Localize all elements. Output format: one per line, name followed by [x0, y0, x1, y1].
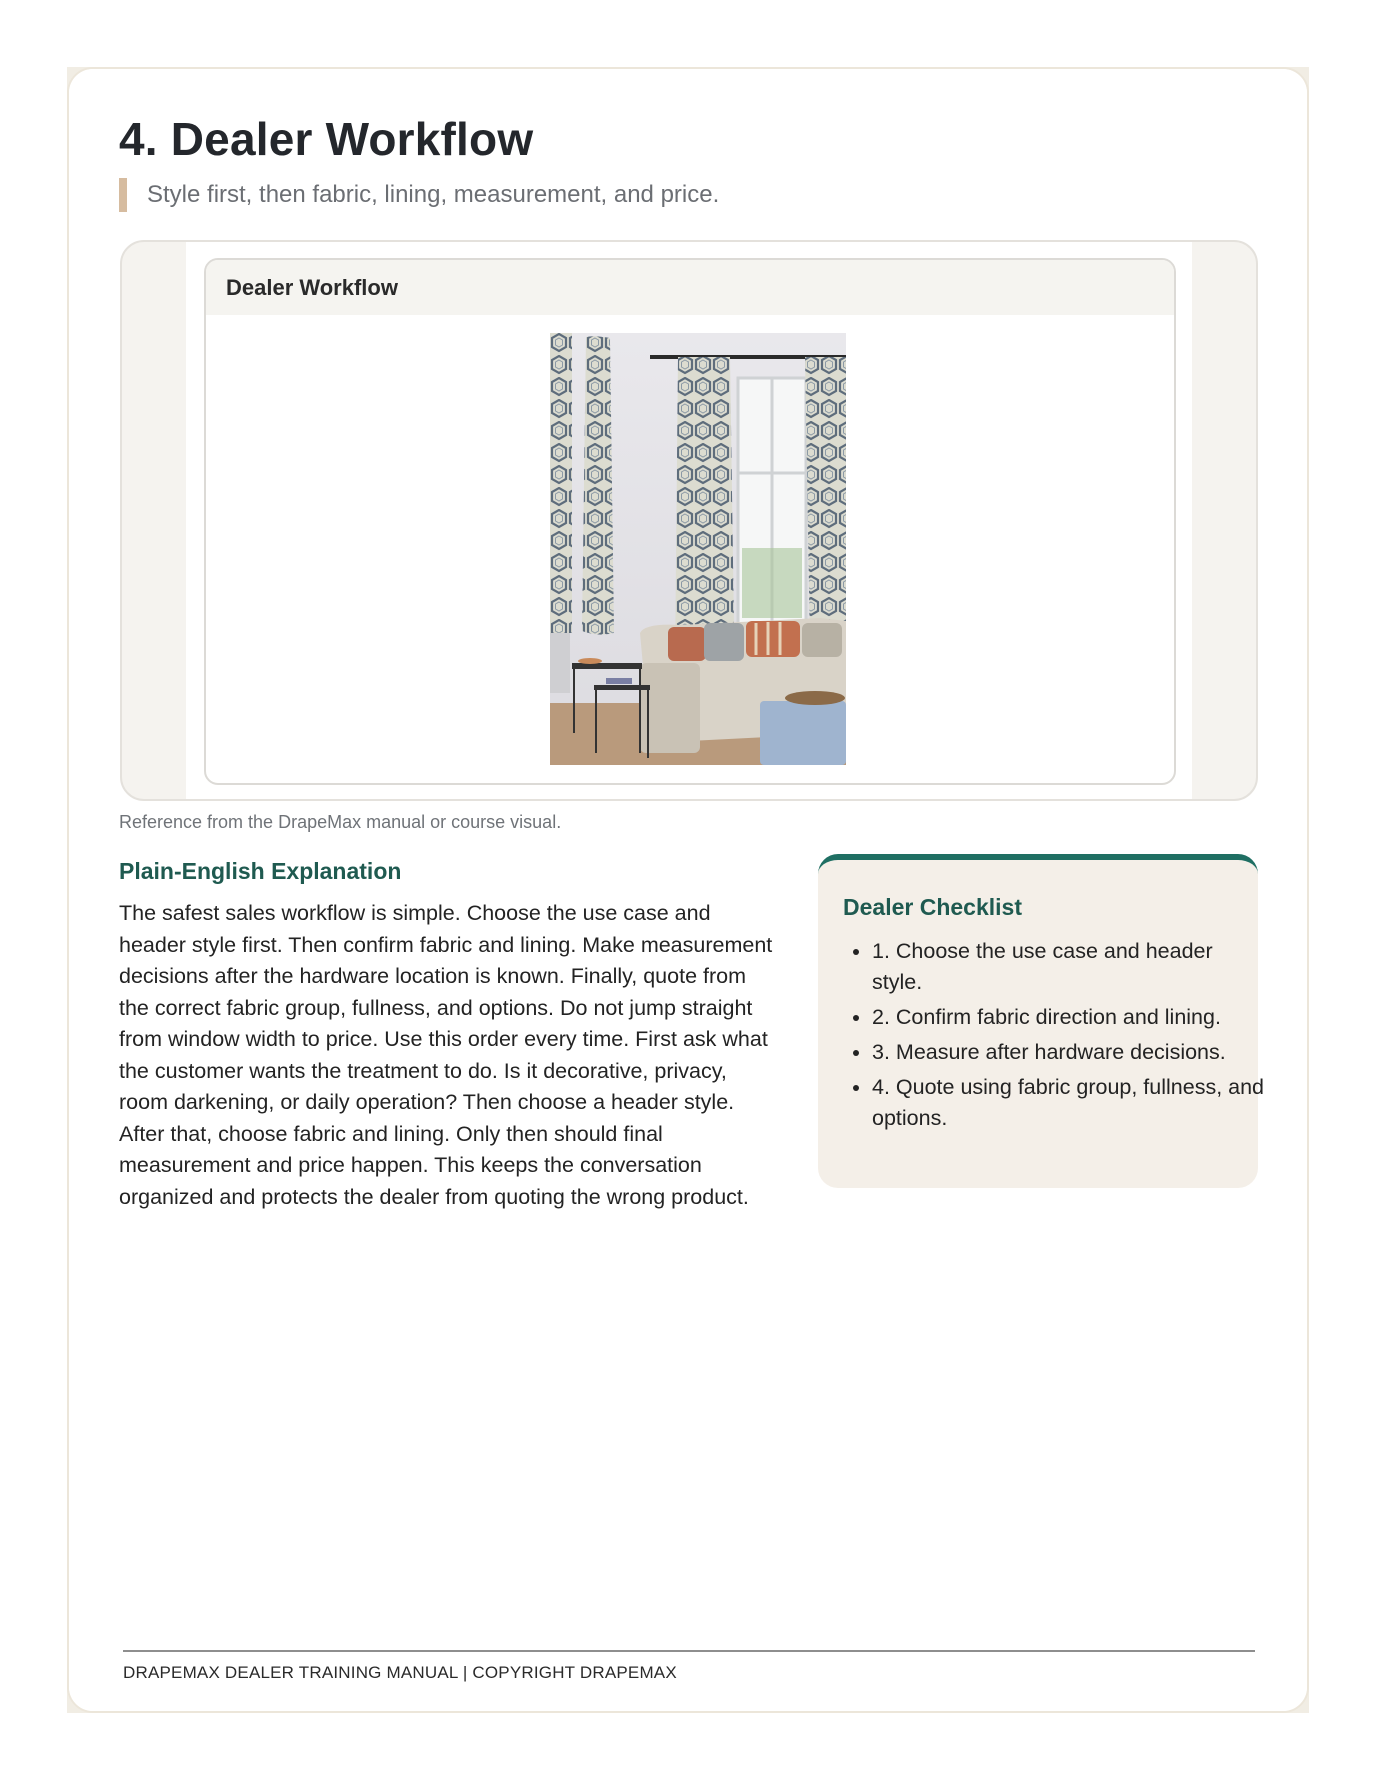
checklist-item: • 2. Confirm fabric direction and lining. [872, 1002, 1267, 1033]
page-title: 4. Dealer Workflow [119, 113, 534, 165]
checklist-item: • 3. Measure after hardware decisions. [872, 1037, 1267, 1068]
checklist-item: • 4. Quote using fabric group, fullness, and options. [872, 1072, 1267, 1134]
explanation-body: The safest sales workflow is simple. Choose the use case and header style first. Then confirm fabric and lining. Make measurement decisions after the hardware location is known. Finally, quote from the correct fabric group, fullness, and options. Do not jump straight from window width to price. Use this order every time. First ask what the customer wants the treatment to do. Is it decorative, privacy, room darkening, or daily operation? Then choose a header style. After that, choose fabric and lining. Only then should final measurement and price happen. This keeps the conversation organized and protects the dealer from quoting the wrong product. [119, 901, 773, 1209]
dealer-checklist-box [818, 854, 1265, 1188]
page-subtitle: Style first, then fabric, lining, measurement, and price. [119, 178, 719, 212]
footer-divider [123, 1650, 1255, 1652]
figure-card [204, 258, 1176, 785]
figure-header: Dealer Workflow [206, 260, 1174, 315]
curtain-room-photo [550, 333, 846, 765]
footer-text: DRAPEMAX DEALER TRAINING MANUAL | COPYRIGHT DRAPEMAX [123, 1663, 677, 1682]
checklist-item: • 1. Choose the use case and header style. [872, 936, 1267, 998]
figure-frame [120, 240, 1258, 801]
checklist-list [843, 936, 1267, 1138]
explanation-heading: Plain-English Explanation [119, 858, 402, 884]
figure-caption: Reference from the DrapeMax manual or course visual. [119, 812, 562, 832]
checklist-heading: Dealer Checklist [843, 894, 1022, 920]
